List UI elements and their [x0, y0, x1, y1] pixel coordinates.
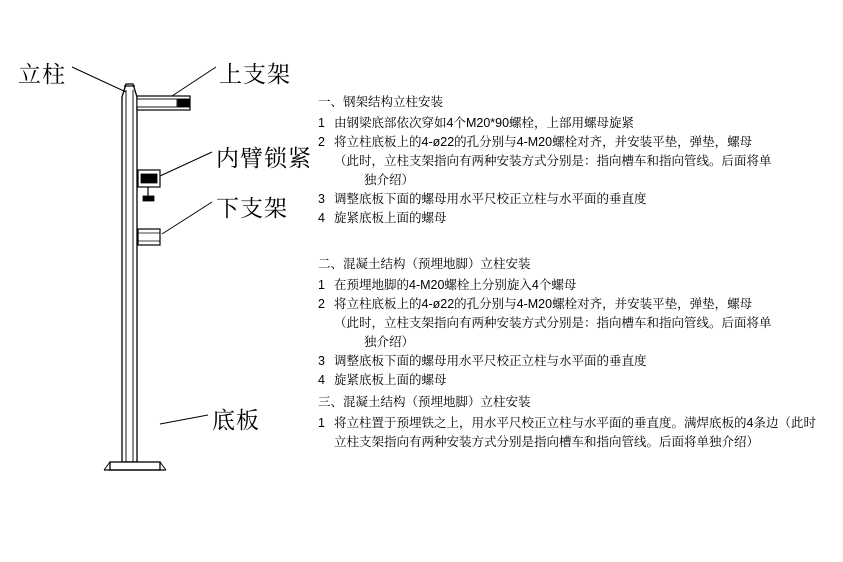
item-number: 4: [318, 211, 325, 225]
leader-upper-bracket: [172, 67, 216, 96]
section-3-item: [318, 433, 816, 452]
column-shaft: [122, 84, 137, 462]
instruction-section-1: [318, 93, 772, 228]
item-text: 由钢梁底部依次穿如4个M20*90螺栓，上部用螺母旋紧: [334, 116, 635, 130]
section-1-item: [318, 152, 772, 171]
instruction-section-3: [318, 393, 816, 452]
item-text: 立柱支架指向有两种安装方式分别是指向槽车和指向管线。后面将单独介绍）: [334, 435, 760, 449]
section-2-title: 二、混凝土结构（预埋地脚）立柱安装: [318, 257, 531, 271]
item-text: 独介绍）: [364, 173, 415, 187]
item-text: （此时，立柱支架指向有两种安装方式分别是：指向槽车和指向管线。后面将单: [334, 154, 772, 168]
upper-bracket-part: [137, 96, 190, 110]
item-text: （此时，立柱支架指向有两种安装方式分别是：指向槽车和指向管线。后面将单: [334, 316, 772, 330]
section-2-item: [318, 295, 772, 314]
item-number: 3: [318, 354, 325, 368]
section-3-item: [318, 414, 816, 433]
item-number: 3: [318, 192, 325, 206]
leader-lower-bracket: [162, 202, 212, 234]
item-text: 将立柱底板上的4-ø22的孔分别与4-M20螺栓对齐，并安装平垫，弹垫，螺母: [334, 297, 753, 311]
item-number: 1: [318, 416, 325, 430]
section-1-item: [318, 171, 772, 190]
label-inner-arm-lock: 内臂锁紧: [216, 145, 312, 171]
instruction-section-2: [318, 255, 772, 390]
leader-base-plate: [160, 415, 208, 424]
section-1-item: [318, 133, 772, 152]
item-text: 将立柱置于预埋铁之上，用水平尺校正立柱与水平面的垂直度。满焊底板的4条边（此时: [334, 416, 816, 430]
item-text: 独介绍）: [364, 335, 415, 349]
section-1-title: 一、钢架结构立柱安装: [318, 95, 444, 109]
section-2-item: [318, 276, 772, 295]
label-upper-bracket: 上支架: [219, 61, 291, 87]
item-text: 将立柱底板上的4-ø22的孔分别与4-M20螺栓对齐，并安装平垫，弹垫，螺母: [334, 135, 753, 149]
label-base-plate: 底板: [212, 407, 260, 433]
base-plate-part: [104, 462, 166, 470]
label-lower-bracket: 下支架: [216, 195, 288, 221]
item-number: 2: [318, 297, 325, 311]
item-text: 调整底板下面的螺母用水平尺校正立柱与水平面的垂直度: [334, 192, 647, 206]
section-2-item: [318, 352, 772, 371]
inner-arm-lock-part: [138, 170, 160, 201]
section-1-item: [318, 190, 772, 209]
section-2-item: [318, 371, 772, 390]
label-column: 立柱: [18, 61, 66, 87]
item-number: 4: [318, 373, 325, 387]
lower-bracket-part: [138, 229, 160, 245]
section-3-title: 三、混凝土结构（预埋地脚）立柱安装: [318, 395, 531, 409]
item-text: 在预埋地脚的4-M20螺栓上分别旋入4个螺母: [334, 278, 577, 292]
item-text: 调整底板下面的螺母用水平尺校正立柱与水平面的垂直度: [334, 354, 647, 368]
item-number: 2: [318, 135, 325, 149]
leader-column: [72, 67, 126, 92]
section-2-item: [318, 333, 772, 352]
leader-inner-arm: [160, 152, 212, 176]
item-text: 旋紧底板上面的螺母: [334, 211, 447, 225]
item-text: 旋紧底板上面的螺母: [334, 373, 447, 387]
item-number: 1: [318, 278, 325, 292]
section-1-item: [318, 209, 772, 228]
section-1-item: [318, 114, 772, 133]
section-2-item: [318, 314, 772, 333]
item-number: 1: [318, 116, 325, 130]
